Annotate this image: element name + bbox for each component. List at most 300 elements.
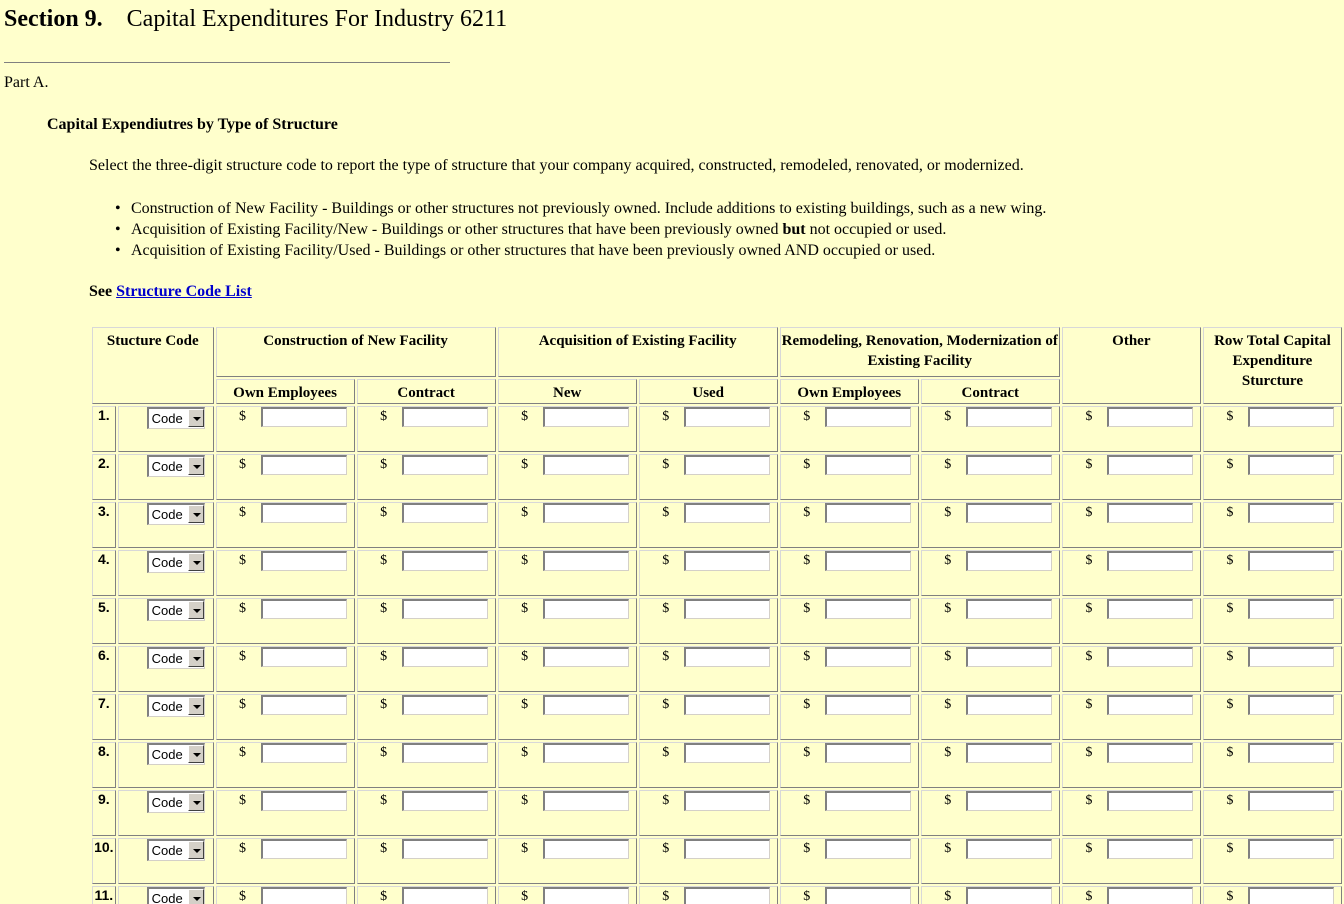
currency-symbol: $ [1226,457,1234,473]
amount-input-remodel-contract[interactable] [966,407,1052,427]
amount-input-remodel-own-employees[interactable] [825,455,911,475]
amount-cell-contract [357,742,496,788]
amount-input-used[interactable] [684,407,770,427]
amount-cell-row-total [1203,742,1342,788]
currency-symbol: $ [1226,601,1234,617]
dropdown-arrow-icon[interactable] [188,649,204,667]
header-acquisition: Acquisition of Existing Facility [498,327,778,377]
subheader-own-employees: Own Employees [780,379,919,404]
amount-input-remodel-own-employees[interactable] [825,839,911,859]
amount-input-used[interactable] [684,887,770,904]
amount-cell-own-employees [216,646,355,692]
table-row [92,502,1342,548]
amount-input-other[interactable] [1107,839,1193,859]
dropdown-arrow-icon[interactable] [188,553,204,571]
amount-cell-other [1062,838,1201,884]
amount-input-new[interactable] [543,743,629,763]
amount-cell-other [1062,598,1201,644]
select-value: Code [151,603,183,618]
amount-input-new[interactable] [543,887,629,904]
structure-code-select[interactable] [147,407,205,429]
amount-input-new[interactable] [543,503,629,523]
amount-cell-own-employees [216,886,355,904]
amount-cell-own-employees [216,454,355,500]
row-number: 11. [92,886,116,904]
amount-input-new[interactable] [543,695,629,715]
amount-cell-used [639,742,778,788]
structure-code-select[interactable] [147,647,205,669]
currency-symbol: $ [521,745,529,761]
currency-symbol: $ [239,649,247,665]
row-number: 9. [92,790,116,836]
currency-symbol: $ [1226,553,1234,569]
amount-cell-new [498,694,637,740]
structure-code-cell [118,598,214,644]
currency-symbol: $ [521,889,529,904]
select-value: Code [151,891,183,904]
amount-input-other[interactable] [1107,743,1193,763]
amount-input-own-employees[interactable] [261,887,347,904]
currency-symbol: $ [1085,841,1093,857]
currency-symbol: $ [662,793,670,809]
table-row [92,838,1342,884]
amount-cell-remodel-own-employees [780,694,919,740]
amount-input-used[interactable] [684,839,770,859]
amount-cell-row-total [1203,646,1342,692]
amount-input-used[interactable] [684,455,770,475]
amount-cell-own-employees [216,598,355,644]
amount-input-contract[interactable] [402,887,488,904]
dropdown-arrow-icon[interactable] [188,841,204,859]
currency-symbol: $ [1226,745,1234,761]
amount-input-row-total[interactable] [1248,887,1334,904]
amount-cell-new [498,406,637,452]
structure-code-cell [118,790,214,836]
amount-cell-remodel-own-employees [780,742,919,788]
amount-input-row-total[interactable] [1248,695,1334,715]
amount-input-contract[interactable] [402,407,488,427]
amount-cell-remodel-own-employees [780,646,919,692]
amount-cell-row-total [1203,502,1342,548]
select-value: Code [151,651,183,666]
amount-cell-other [1062,502,1201,548]
section-number: Section 9. [4,6,103,32]
amount-cell-contract [357,502,496,548]
amount-cell-remodel-contract [921,790,1060,836]
amount-cell-contract [357,454,496,500]
amount-input-row-total[interactable] [1248,503,1334,523]
currency-symbol: $ [944,505,952,521]
table-row [92,646,1342,692]
currency-symbol: $ [239,601,247,617]
amount-input-contract[interactable] [402,647,488,667]
amount-cell-other [1062,550,1201,596]
dropdown-arrow-icon[interactable] [188,505,204,523]
amount-cell-other [1062,886,1201,904]
structure-code-cell [118,886,214,904]
dropdown-arrow-icon[interactable] [188,697,204,715]
currency-symbol: $ [521,649,529,665]
table-row [92,886,1342,904]
amount-input-own-employees[interactable] [261,791,347,811]
amount-cell-contract [357,550,496,596]
amount-input-contract[interactable] [402,599,488,619]
amount-cell-remodel-contract [921,838,1060,884]
amount-cell-other [1062,790,1201,836]
row-number: 6. [92,646,116,692]
amount-input-remodel-own-employees[interactable] [825,695,911,715]
currency-symbol: $ [380,745,388,761]
structure-code-cell [118,694,214,740]
amount-cell-contract [357,838,496,884]
currency-symbol: $ [662,889,670,904]
amount-cell-new [498,646,637,692]
amount-input-remodel-own-employees[interactable] [825,551,911,571]
amount-input-other[interactable] [1107,407,1193,427]
amount-input-other[interactable] [1107,695,1193,715]
currency-symbol: $ [380,841,388,857]
currency-symbol: $ [521,553,529,569]
amount-cell-used [639,694,778,740]
structure-code-select[interactable] [147,503,205,525]
amount-cell-contract [357,598,496,644]
amount-input-own-employees[interactable] [261,647,347,667]
amount-cell-used [639,406,778,452]
amount-cell-remodel-own-employees [780,790,919,836]
amount-input-own-employees[interactable] [261,407,347,427]
amount-cell-new [498,598,637,644]
currency-symbol: $ [944,697,952,713]
amount-cell-row-total [1203,694,1342,740]
amount-cell-other [1062,694,1201,740]
amount-input-new[interactable] [543,407,629,427]
amount-cell-contract [357,646,496,692]
amount-input-contract[interactable] [402,839,488,859]
amount-cell-used [639,550,778,596]
amount-cell-new [498,790,637,836]
amount-input-new[interactable] [543,839,629,859]
currency-symbol: $ [380,889,388,904]
currency-symbol: $ [1085,505,1093,521]
currency-symbol: $ [1085,457,1093,473]
amount-input-other[interactable] [1107,503,1193,523]
amount-cell-new [498,502,637,548]
currency-symbol: $ [1085,601,1093,617]
amount-input-new[interactable] [543,551,629,571]
currency-symbol: $ [239,793,247,809]
amount-input-remodel-contract[interactable] [966,887,1052,904]
amount-cell-new [498,454,637,500]
table-row [92,550,1342,596]
currency-symbol: $ [1226,841,1234,857]
part-label: Part A. [4,74,49,91]
currency-symbol: $ [239,457,247,473]
amount-input-remodel-own-employees[interactable] [825,743,911,763]
structure-code-select[interactable] [147,791,205,813]
currency-symbol: $ [239,505,247,521]
amount-input-row-total[interactable] [1248,791,1334,811]
definition-item: • Construction of New Facility - Buildings or other structures not previously owned. Include additions to existing buildings, such as a new wing. [115,198,1046,219]
amount-input-remodel-own-employees[interactable] [825,407,911,427]
currency-symbol: $ [1085,553,1093,569]
currency-symbol: $ [239,841,247,857]
amount-cell-remodel-contract [921,454,1060,500]
select-value: Code [151,699,183,714]
amount-cell-remodel-own-employees [780,502,919,548]
currency-symbol: $ [521,697,529,713]
amount-input-own-employees[interactable] [261,599,347,619]
currency-symbol: $ [944,649,952,665]
amount-input-remodel-contract[interactable] [966,503,1052,523]
amount-cell-remodel-own-employees [780,406,919,452]
expenditures-table-wrapper [90,325,1344,904]
currency-symbol: $ [1085,649,1093,665]
amount-input-used[interactable] [684,503,770,523]
amount-cell-own-employees [216,742,355,788]
structure-code-list-link[interactable]: Structure Code List [116,283,252,300]
row-number: 10. [92,838,116,884]
amount-input-row-total[interactable] [1248,743,1334,763]
amount-cell-used [639,598,778,644]
structure-code-select[interactable] [147,551,205,573]
amount-input-remodel-contract[interactable] [966,743,1052,763]
currency-symbol: $ [521,409,529,425]
currency-symbol: $ [239,553,247,569]
amount-cell-row-total [1203,598,1342,644]
structure-code-cell [118,406,214,452]
structure-code-cell [118,454,214,500]
currency-symbol: $ [944,889,952,904]
amount-input-remodel-contract[interactable] [966,599,1052,619]
amount-input-own-employees[interactable] [261,551,347,571]
amount-input-new[interactable] [543,647,629,667]
currency-symbol: $ [944,553,952,569]
amount-input-remodel-contract[interactable] [966,455,1052,475]
structure-code-select[interactable] [147,743,205,765]
amount-cell-contract [357,790,496,836]
currency-symbol: $ [803,409,811,425]
currency-symbol: $ [944,793,952,809]
amount-input-new[interactable] [543,791,629,811]
amount-input-other[interactable] [1107,455,1193,475]
amount-input-row-total[interactable] [1248,839,1334,859]
currency-symbol: $ [380,553,388,569]
structure-code-select[interactable] [147,455,205,477]
table-row [92,742,1342,788]
currency-symbol: $ [1226,697,1234,713]
table-row [92,598,1342,644]
expenditures-table [90,325,1344,904]
amount-cell-new [498,742,637,788]
currency-symbol: $ [380,505,388,521]
amount-input-own-employees[interactable] [261,743,347,763]
currency-symbol: $ [239,745,247,761]
amount-input-other[interactable] [1107,647,1193,667]
amount-input-contract[interactable] [402,695,488,715]
dropdown-arrow-icon[interactable] [188,889,204,904]
instructions-text: Select the three-digit structure code to report the type of structure that your company acquired, constructed, remodeled, renovated, or modernized. [89,157,1024,174]
section-title [4,6,507,33]
amount-input-used[interactable] [684,791,770,811]
currency-symbol: $ [944,841,952,857]
header-row-total: Row Total Capital Expenditure Sturcture [1203,327,1342,404]
currency-symbol: $ [1085,697,1093,713]
amount-cell-own-employees [216,502,355,548]
currency-symbol: $ [521,841,529,857]
amount-input-remodel-own-employees[interactable] [825,503,911,523]
amount-cell-remodel-own-employees [780,454,919,500]
select-value: Code [151,507,183,522]
row-number: 2. [92,454,116,500]
currency-symbol: $ [521,457,529,473]
row-number: 1. [92,406,116,452]
select-value: Code [151,747,183,762]
structure-code-select[interactable] [147,695,205,717]
currency-symbol: $ [662,553,670,569]
currency-symbol: $ [1226,889,1234,904]
amount-input-other[interactable] [1107,599,1193,619]
amount-input-remodel-contract[interactable] [966,839,1052,859]
structure-code-select[interactable] [147,599,205,621]
currency-symbol: $ [239,889,247,904]
table-row [92,790,1342,836]
amount-cell-own-employees [216,406,355,452]
amount-input-remodel-contract[interactable] [966,695,1052,715]
amount-cell-contract [357,406,496,452]
structure-code-cell [118,646,214,692]
amount-cell-remodel-own-employees [780,886,919,904]
amount-input-own-employees[interactable] [261,695,347,715]
amount-input-other[interactable] [1107,551,1193,571]
currency-symbol: $ [803,889,811,904]
currency-symbol: $ [803,841,811,857]
currency-symbol: $ [1226,649,1234,665]
currency-symbol: $ [803,793,811,809]
header-remodeling: Remodeling, Renovation, Modernization of Existing Facility [780,327,1060,377]
structure-code-cell [118,742,214,788]
amount-input-other[interactable] [1107,791,1193,811]
table-body [92,406,1342,904]
amount-input-remodel-own-employees[interactable] [825,791,911,811]
structure-code-cell [118,550,214,596]
amount-cell-row-total [1203,886,1342,904]
amount-input-row-total[interactable] [1248,551,1334,571]
amount-input-other[interactable] [1107,887,1193,904]
table-row [92,454,1342,500]
structure-code-select[interactable] [147,839,205,861]
currency-symbol: $ [380,697,388,713]
amount-cell-remodel-contract [921,550,1060,596]
dropdown-arrow-icon[interactable] [188,745,204,763]
currency-symbol: $ [803,601,811,617]
currency-symbol: $ [803,745,811,761]
currency-symbol: $ [1226,505,1234,521]
subheader-contract: Contract [357,379,496,404]
currency-symbol: $ [1085,745,1093,761]
amount-cell-row-total [1203,550,1342,596]
dropdown-arrow-icon[interactable] [188,793,204,811]
amount-cell-remodel-contract [921,598,1060,644]
amount-input-remodel-contract[interactable] [966,647,1052,667]
amount-input-contract[interactable] [402,743,488,763]
amount-input-row-total[interactable] [1248,407,1334,427]
amount-input-used[interactable] [684,695,770,715]
select-value: Code [151,411,183,426]
currency-symbol: $ [380,409,388,425]
table-row [92,694,1342,740]
amount-input-own-employees[interactable] [261,503,347,523]
amount-input-contract[interactable] [402,551,488,571]
amount-input-row-total[interactable] [1248,455,1334,475]
row-number: 3. [92,502,116,548]
dropdown-arrow-icon[interactable] [188,409,204,427]
amount-input-used[interactable] [684,599,770,619]
amount-input-own-employees[interactable] [261,839,347,859]
dropdown-arrow-icon[interactable] [188,457,204,475]
amount-cell-own-employees [216,550,355,596]
table-row [92,406,1342,452]
amount-input-remodel-own-employees[interactable] [825,887,911,904]
divider [4,62,450,63]
currency-symbol: $ [944,409,952,425]
amount-input-contract[interactable] [402,503,488,523]
currency-symbol: $ [944,601,952,617]
amount-input-row-total[interactable] [1248,647,1334,667]
amount-cell-used [639,502,778,548]
amount-input-remodel-contract[interactable] [966,791,1052,811]
amount-cell-contract [357,886,496,904]
amount-input-used[interactable] [684,743,770,763]
amount-cell-used [639,454,778,500]
amount-input-remodel-own-employees[interactable] [825,599,911,619]
amount-input-used[interactable] [684,647,770,667]
amount-cell-row-total [1203,838,1342,884]
amount-input-used[interactable] [684,551,770,571]
amount-input-contract[interactable] [402,791,488,811]
amount-cell-remodel-contract [921,742,1060,788]
amount-input-own-employees[interactable] [261,455,347,475]
currency-symbol: $ [662,841,670,857]
amount-input-row-total[interactable] [1248,599,1334,619]
structure-code-select[interactable] [147,887,205,904]
amount-input-new[interactable] [543,455,629,475]
currency-symbol: $ [662,697,670,713]
amount-cell-remodel-contract [921,502,1060,548]
structure-code-cell [118,838,214,884]
currency-symbol: $ [803,697,811,713]
amount-cell-remodel-contract [921,886,1060,904]
currency-symbol: $ [239,697,247,713]
structure-code-cell [118,502,214,548]
currency-symbol: $ [662,601,670,617]
amount-input-new[interactable] [543,599,629,619]
dropdown-arrow-icon[interactable] [188,601,204,619]
amount-cell-other [1062,406,1201,452]
amount-cell-remodel-own-employees [780,550,919,596]
see-line [89,283,252,301]
amount-cell-row-total [1203,406,1342,452]
currency-symbol: $ [1226,793,1234,809]
amount-input-remodel-own-employees[interactable] [825,647,911,667]
currency-symbol: $ [239,409,247,425]
currency-symbol: $ [380,457,388,473]
currency-symbol: $ [803,457,811,473]
subheader-used: Used [639,379,778,404]
amount-cell-remodel-own-employees [780,598,919,644]
row-number: 8. [92,742,116,788]
amount-input-contract[interactable] [402,455,488,475]
amount-input-remodel-contract[interactable] [966,551,1052,571]
